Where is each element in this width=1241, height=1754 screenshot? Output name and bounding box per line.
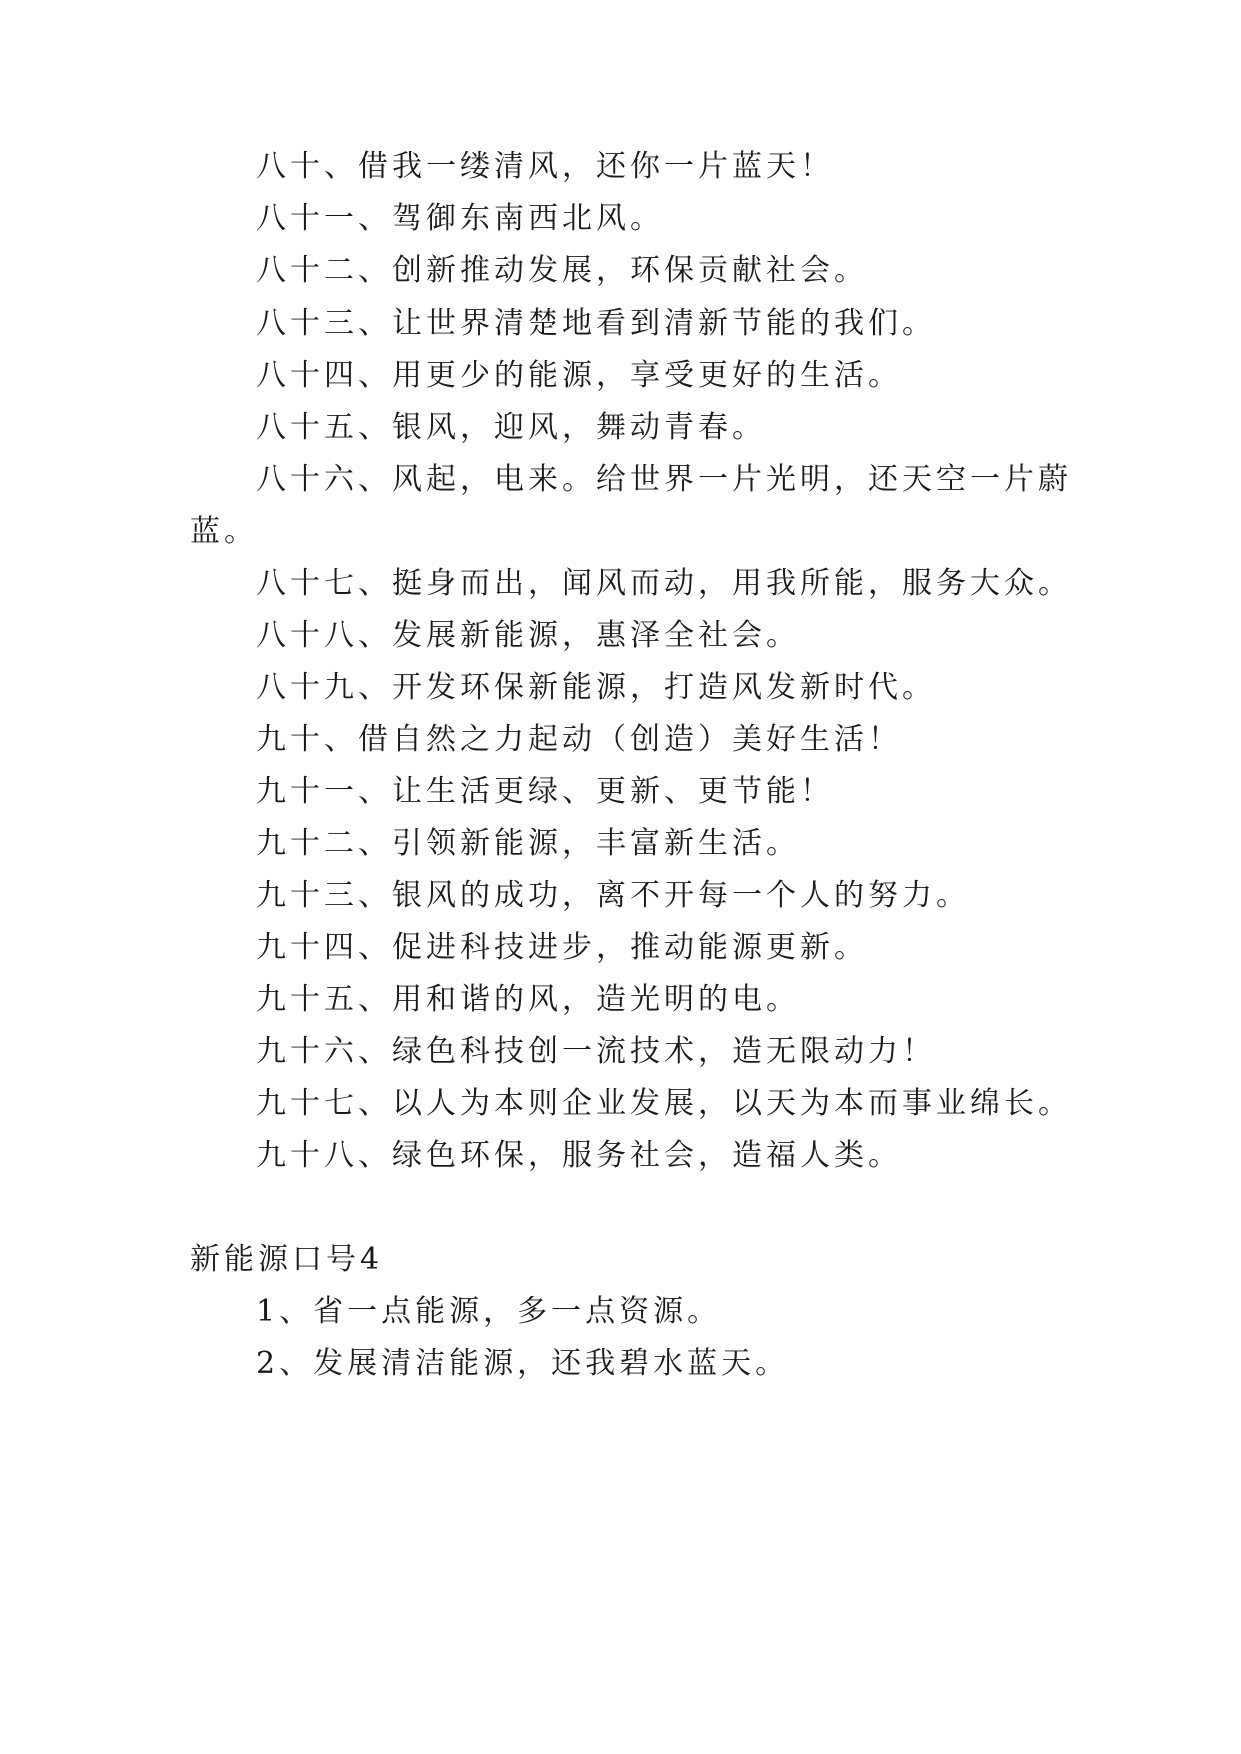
slogan-90: 九十、借自然之力起动（创造）美好生活！ [256, 722, 902, 757]
slogan-95: 九十五、用和谐的风，造光明的电。 [256, 982, 800, 1017]
slogan-80: 八十、借我一缕清风，还你一片蓝天！ [256, 149, 834, 184]
section-heading: 新能源口号4 [190, 1242, 384, 1277]
slogan-83: 八十三、让世界清楚地看到清新节能的我们。 [256, 306, 936, 341]
slogan-97: 九十七、以人为本则企业发展，以天为本而事业绵长。 [256, 1086, 1072, 1121]
slogan-86: 八十六、风起，电来。给世界一片光明，还天空一片蔚 [256, 462, 1072, 497]
slogan-81: 八十一、驾御东南西北风。 [256, 201, 664, 236]
slogan-96: 九十六、绿色科技创一流技术，造无限动力！ [256, 1034, 936, 1069]
slogan-88: 八十八、发展新能源，惠泽全社会。 [256, 618, 800, 653]
slogan-93: 九十三、银风的成功，离不开每一个人的努力。 [256, 878, 970, 913]
slogan-89: 八十九、开发环保新能源，打造风发新时代。 [256, 670, 936, 705]
section-item-1: 1、省一点能源，多一点资源。 [256, 1294, 722, 1329]
slogan-85: 八十五、银风，迎风，舞动青春。 [256, 410, 766, 445]
slogan-92: 九十二、引领新能源，丰富新生活。 [256, 826, 800, 861]
slogan-91: 九十一、让生活更绿、更新、更节能！ [256, 774, 834, 809]
slogan-87: 八十七、挺身而出，闻风而动，用我所能，服务大众。 [256, 566, 1072, 601]
section-item-2: 2、发展清洁能源，还我碧水蓝天。 [256, 1346, 790, 1381]
slogan-94: 九十四、促进科技进步，推动能源更新。 [256, 930, 868, 965]
slogan-84: 八十四、用更少的能源，享受更好的生活。 [256, 358, 902, 393]
slogan-86-continuation: 蓝。 [190, 514, 258, 549]
slogan-82: 八十二、创新推动发展，环保贡献社会。 [256, 253, 868, 288]
slogan-98: 九十八、绿色环保，服务社会，造福人类。 [256, 1138, 902, 1173]
